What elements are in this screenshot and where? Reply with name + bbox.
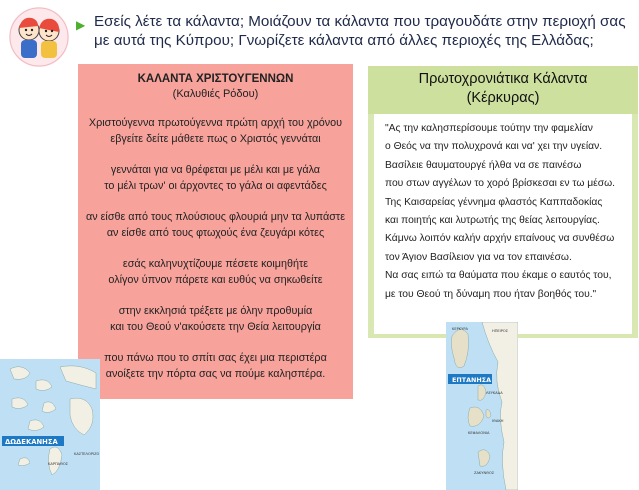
rhodes-carol-subtitle: (Καλυθιές Ρόδου): [172, 88, 259, 100]
stanza-line: ολίγον ύπνον πάρετε και ευθύς να σηκωθείτε: [108, 274, 323, 286]
intro-line-2: με αυτά της Κύπρου; Γνωρίζετε κάλαντα από άλλες περιοχές της Ελλάδας;: [94, 32, 594, 49]
verse-line: Βασίλειε θαυματουργέ ήλθα να σε παινέσω: [385, 159, 582, 171]
stanza-line: Χριστούγεννα πρωτούγεννα πρώτη αρχή του χρόνου: [88, 117, 343, 129]
verse-line: με του Θεού τη δύναμη που ήταν βοηθός του.": [385, 288, 597, 300]
intro-line-1: Εσείς λέτε τα κάλαντα; Μοιάζουν τα κάλαντα που τραγουδάτε στην περιοχή σας: [94, 13, 626, 30]
verse-line: ο Θεός να την πολυχρονά και να' χει την υγείαν.: [385, 141, 603, 153]
stanza-line: ανοίξετε την πόρτα σας να πούμε καλησπέρα.: [105, 368, 326, 380]
verse-line: Κάμνω λοιπόν καλήν αρχήν επαίνους να συνθέσω: [385, 233, 615, 245]
stanza: [78, 256, 353, 288]
verse-line: που στων αγγέλων το χορό βρίσκεσαι εν τω μέσω.: [385, 178, 616, 190]
stanza-line: που πάνω που το σπίτι σας έχει μια περιστέρα: [104, 352, 327, 364]
stanza-line: αν είσθε από τους πλούσιους φλουριά μην τα λυπάστε: [85, 211, 346, 223]
stanza-line: εσάς καληνυχτίζουμε πέσετε κοιμηθήτε: [122, 258, 309, 270]
stanza-line: αν είσθε από τους φτωχούς ένα ζευγάρι κότες: [106, 227, 325, 239]
stanza-line: το μέλι τρων' οι άρχοντες το γάλα οι αφεντάδες: [104, 180, 327, 192]
rhodes-carol-title: ΚΑΛΑΝΤΑ ΧΡΙΣΤΟΥΓΕΝΝΩΝ: [137, 73, 294, 85]
corfu-carol-card: [368, 66, 638, 338]
triangle-bullet-icon: ▶: [76, 18, 86, 32]
verse-line: Της Καισαρείας γέννημα φλαστός Καππαδοκίας: [385, 196, 603, 208]
corfu-carol-title: Πρωτοχρονιάτικα Κάλαντα: [418, 71, 588, 87]
karpathos-label: ΚΑΡΠΑΘΟΣ: [48, 462, 69, 466]
corfu-carol-header: [368, 66, 638, 114]
rhodes-carol-card: [78, 64, 353, 399]
ipeiros-label: ΗΠΕΙΡΟΣ: [492, 329, 509, 333]
dodecanese-label: ΔΩΔΕΚΑΝΗΣΑ: [5, 438, 58, 446]
corfu-carol-body: [374, 114, 632, 334]
children-icon: [8, 6, 70, 68]
zakynthos-label: ΖΑΚΥΝΘΟΣ: [474, 471, 495, 475]
ionian-islands-map: [446, 322, 518, 490]
stanza: [78, 209, 353, 241]
kastelorizo-label: ΚΑΣΤΕΛΟΡΙΖΟ: [74, 452, 100, 456]
ithaki-label: ΙΘΑΚΗ: [492, 419, 504, 423]
dodecanese-map: [0, 359, 100, 490]
stanza-line: στην εκκλησιά τρέξετε με όλην προθυμία: [118, 305, 313, 317]
verse-line: τον Άγιον Βασίλειον για να τον επαινέσω.: [385, 251, 572, 263]
verse-line: Να σας ειπώ τα θαύματα που έκαμε ο εαυτός του,: [385, 270, 612, 282]
intro-text: [94, 12, 629, 50]
verse-line: και ποιητής και λυτρωτής της θείας λειτουργίας.: [385, 215, 600, 227]
stanza-line: και του Θεού ν'ακούσετε την Θεία λειτουργία: [110, 321, 321, 333]
stanza: [78, 115, 353, 147]
stanza-line: εβγείτε δείτε μάθετε πως ο Χριστός γεννάται: [110, 133, 321, 145]
lefkada-label: ΛΕΥΚΑΔΑ: [486, 391, 503, 395]
stanza-line: γεννάται για να θρέφεται με μέλι και με γάλα: [110, 164, 321, 176]
kefalonia-label: ΚΕΦΑΛΟΝΙΑ: [468, 431, 490, 435]
stanza: [78, 162, 353, 194]
verse-line: "Ας την καλησπερίσουμε τούτην την φαμελίαν: [385, 123, 593, 134]
stanza: [78, 350, 353, 382]
corfu-carol-subtitle: (Κέρκυρας): [466, 90, 540, 106]
ionian-label: ΕΠΤΑΝΗΣΑ: [452, 376, 492, 384]
stanza: [78, 303, 353, 335]
kerkyra-label: ΚΕΡΚΥΡΑ: [452, 327, 468, 331]
